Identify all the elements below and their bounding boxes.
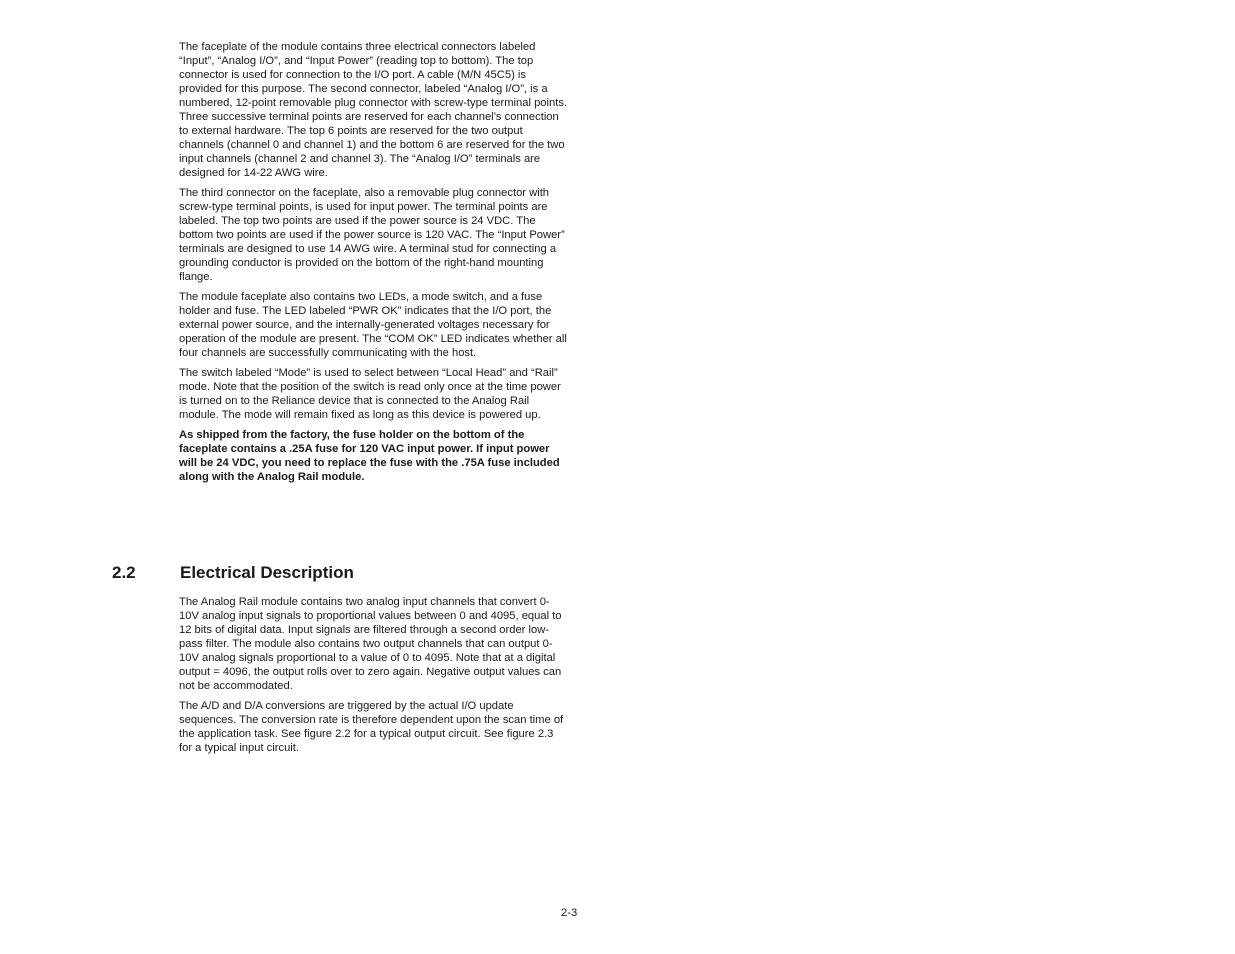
paragraph-mode-switch: The switch labeled “Mode” is used to select between “Local Head” and “Rail” mode. Note that the position of the switch is read only once at the time power is turned on to the Reliance device that is connected to the Analog Rail module. The mode will remain fixed as long as this device is powered up. xyxy=(179,367,561,421)
section-number: 2.2 xyxy=(112,563,136,582)
paragraph-connectors: The faceplate of the module contains three electrical connectors labeled “Input”, “Analog I/O”, and “Input Power” (reading top to bottom). The top connector is used for connection to the I/O port. A cable (M/N 45C5) is provided for this purpose. The second connector, labeled “Analog I/O”, is a numbered, 12-point removable plug connector with screw-type terminal points. Three successive terminal points are reserved for each channel’s connection to external hardware. The top 6 points are reserved for the two output channels (channel 0 and channel 1) and the bottom 6 are reserved for the two input channels (channel 2 and channel 3). The “Analog I/O” terminals are designed for 14-22 AWG wire. xyxy=(179,41,568,179)
fuse-note: As shipped from the factory, the fuse holder on the bottom of the faceplate contains a .25A fuse for 120 VAC input power. If input power will be 24 VDC, you need to replace the fuse with the .75A fuse included along with the Analog Rail module. xyxy=(179,429,560,483)
electrical-text-column xyxy=(179,595,569,761)
paragraph-electrical-channels: The Analog Rail module contains two analog input channels that convert 0-10V analog input signals to proportional values between 0 and 4095, equal to 12 bits of digital data. Input signals are filtered through a second order low-pass filter. The module also contains two output channels that can output 0-10V analog signals proportional to a value of 0 to 4095. Note that at a digital output = 4096, the output rolls over to zero again. Negative output values can not be accommodated. xyxy=(179,596,562,692)
section-title: Electrical Description xyxy=(180,563,354,582)
page-number: 2-3 xyxy=(561,907,578,919)
section-heading-2-2 xyxy=(112,562,572,584)
paragraph-input-power: The third connector on the faceplate, also a removable plug connector with screw-type terminal points, is used for input power. The terminal points are labeled. The top two points are used if the power source is 24 VDC. The bottom two points are used if the power source is 120 VAC. The “Input Power” terminals are designed to use 14 AWG wire. A terminal stud for connecting a grounding conductor is provided on the bottom of the right-hand mounting flange. xyxy=(179,187,565,283)
paragraph-conversions: The A/D and D/A conversions are triggered by the actual I/O update sequences. The conversion rate is therefore dependent upon the scan time of the application task. See figure 2.2 for a typical output circuit. See figure 2.3 for a typical input circuit. xyxy=(179,700,564,754)
paragraph-leds: The module faceplate also contains two LEDs, a mode switch, and a fuse holder and fuse. The LED labeled “PWR OK” indicates that the I/O port, the external power source, and the internally-generated voltages necessary for operation of the module are present. The “COM OK” LED indicates whether all four channels are successfully communicating with the host. xyxy=(179,291,567,359)
intro-text-column xyxy=(179,40,569,490)
